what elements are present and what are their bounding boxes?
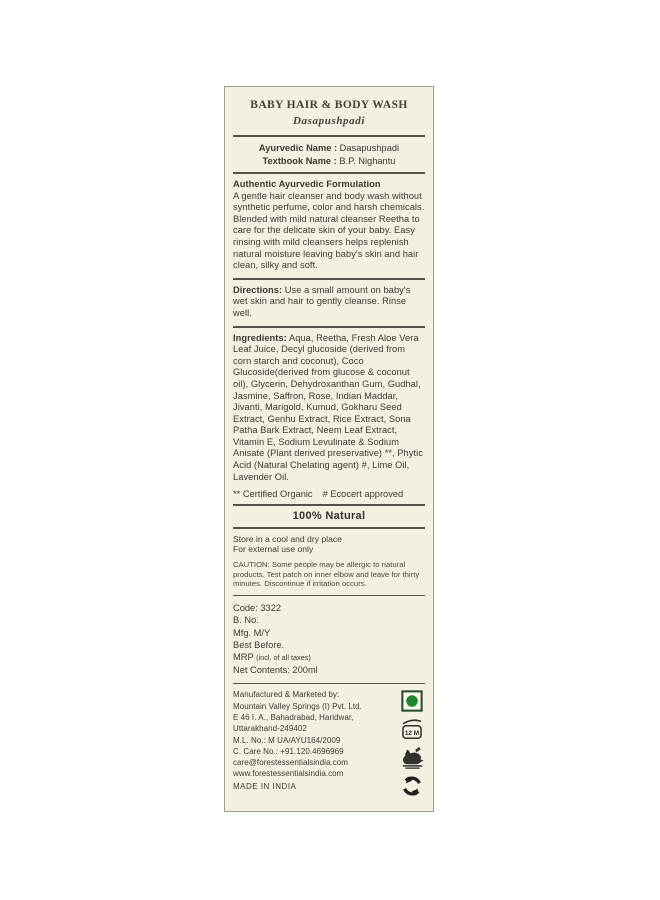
label-header <box>233 87 425 135</box>
ingredients-heading: Ingredients: <box>233 332 287 343</box>
ayurvedic-name-value: Dasapushpadi <box>339 143 400 153</box>
product-code: Code: 3322 <box>233 603 282 614</box>
batch-number: B. No. <box>233 615 259 626</box>
storage-block <box>233 529 425 554</box>
best-before: Best Before. <box>233 639 285 650</box>
mfr-line: Mountain Valley Springs (I) Pvt. Ltd. <box>233 701 362 711</box>
mfr-line: Manufactured & Marketed by: <box>233 690 340 700</box>
ingredients-section <box>233 328 425 484</box>
certification-icons-column <box>399 690 425 797</box>
directions-body: Use a small amount on baby's wet skin and hair to gently cleanse. Rinse well. <box>233 284 411 318</box>
ingredients-body: Aqua, Reetha, Fresh Aloe Vera Leaf Juice, Decyl glucoside (derived from corn starch and coconut), Coco Glucoside(derived from glucose & coconut oil), Glycerin, Dehydroxanthan Gum, Gudhal, Jasmine, Saffron, Rose, Indian Maddar, Jivanti, Marigold, Kumud, Gokharu Seed Extract, Genhu Extract, Rice Extract, Sona Patha Bark Extract, Neem Leaf Extract, Vitamin E, Sodium Levulinate & Sodium Anisate (Plant derived preservative) **, Phytic Acid (Natural Chelating agent) #, Lime Oil, Lavender Oil. <box>233 332 423 482</box>
natural-claim: 100% Natural <box>292 510 366 523</box>
textbook-name-line <box>233 155 425 168</box>
website-url: www.forestessentialsindia.com <box>233 769 344 779</box>
directions-text <box>233 285 425 320</box>
product-title: BABY HAIR & BODY WASH <box>250 99 408 111</box>
caution-text: CAUTION: Some people may be allergic to natural products. Test patch on inner elbow and leave for thirty minutes. Discontinue if irritation occurs. <box>233 560 420 588</box>
no-animal-testing-icon <box>400 746 425 770</box>
recyclable-icon <box>401 775 423 797</box>
care-email: care@forestessentialsindia.com <box>233 758 349 768</box>
storage-line-1: Store in a cool and dry place <box>233 534 342 545</box>
storage-line-2: For external use only <box>233 544 314 555</box>
net-contents: Net Contents: 200ml <box>233 665 318 676</box>
customer-care-number: C. Care No.: +91.120.4696969 <box>233 746 344 756</box>
manufacturer-address <box>233 689 395 792</box>
pao-months-text: 12 M <box>404 730 420 738</box>
formulation-body: A gentle hair cleanser and body wash without synthetic perfume, color and harsh chemicals. Blended with mild natural cleanser Reetha to care for the delicate skin of your baby. Easy rinsing with mild cleansers helps replenish natural moisture leaving baby's skin and hair clean, silky and soft. <box>233 190 425 271</box>
ingredients-text <box>233 333 425 484</box>
formulation-heading: Authentic Ayurvedic Formulation <box>233 179 381 189</box>
manufacturer-section <box>233 684 425 792</box>
certified-organic-note: ** Certified Organic <box>233 489 313 500</box>
ayurvedic-name-label: Ayurvedic Name : <box>258 143 338 153</box>
mrp-note: (incl. of all taxes) <box>256 652 311 662</box>
vegetarian-mark-icon <box>401 690 423 712</box>
mfr-line: Uttarakhand-249402 <box>233 724 307 734</box>
made-in-india: MADE IN INDIA <box>233 781 297 791</box>
product-subtitle: Dasapushpadi <box>293 115 365 127</box>
formulation-section <box>233 174 425 278</box>
license-number: M.L. No.: M UA/AYU164/2009 <box>233 735 341 745</box>
ecocert-note: # Ecocert approved <box>322 489 404 500</box>
textbook-name-value: B.P. Nighantu <box>339 155 396 166</box>
product-label <box>224 86 434 812</box>
directions-heading: Directions: <box>233 284 283 295</box>
mfg-date: Mfg. M/Y <box>233 627 271 638</box>
certifications-line <box>233 483 425 504</box>
ayurvedic-name-line <box>233 142 425 155</box>
period-after-opening-icon <box>400 717 424 741</box>
mrp-line <box>233 651 425 664</box>
directions-section <box>233 280 425 326</box>
mrp-label: MRP <box>233 651 254 662</box>
mfr-line: E 46 I. A., Bahadrabad, Haridwar, <box>233 712 354 722</box>
name-block <box>233 137 425 172</box>
product-info-block <box>233 596 425 683</box>
textbook-name-label: Textbook Name : <box>262 155 337 166</box>
